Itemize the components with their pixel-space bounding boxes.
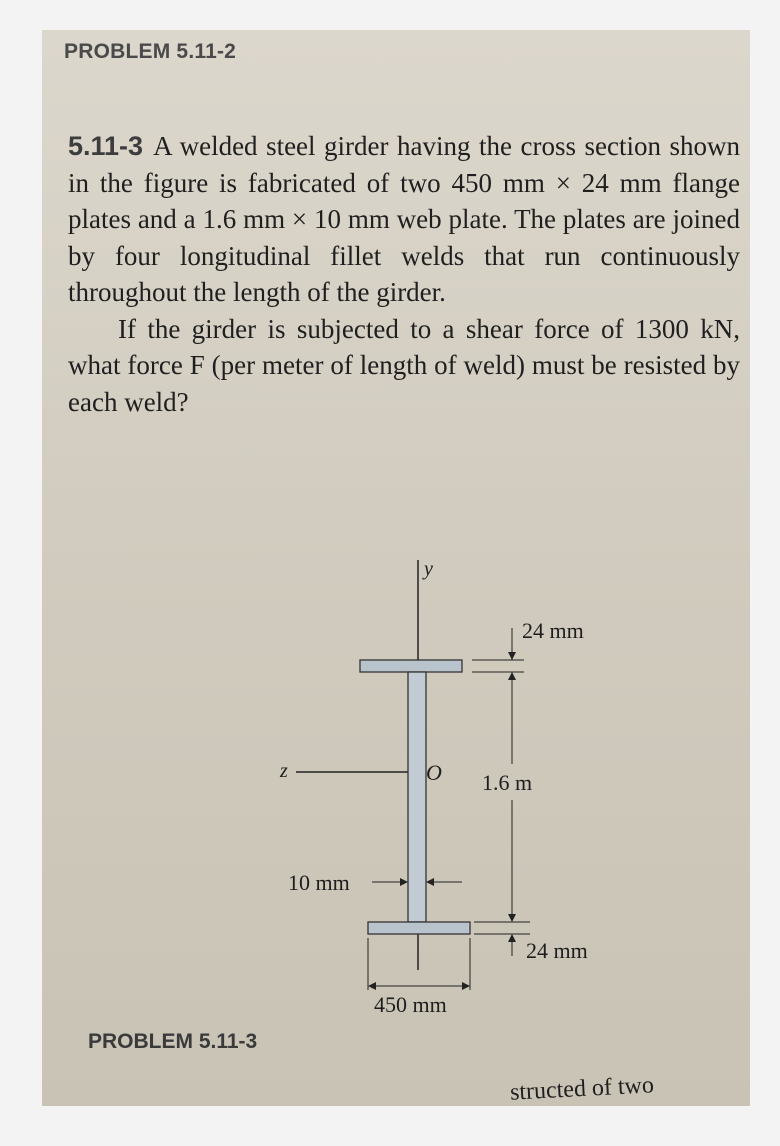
problem-statement [68,128,740,420]
problem-paragraph-1 [68,128,740,311]
web-thickness-label: 10 mm [288,870,350,895]
cropped-next-line-text: structed of two [509,1072,655,1106]
y-axis-label: y [424,558,433,580]
problem-number: 5.11-3 [68,131,144,161]
problem-text-1: A welded steel girder having the cross section shown in the figure is fabricated of two 450 mm × 24 mm flange plates and a 1.6 mm × 10 mm web plate. The plates are joined by four longitudinal fillet welds that run continuously throughout the length of the girder. [68,131,740,307]
textbook-page [42,30,750,1106]
bottom-flange [368,922,470,934]
top-flange-thickness-label: 24 mm [522,618,584,643]
previous-problem-label: PROBLEM 5.11-2 [64,40,237,63]
figure-caption: PROBLEM 5.11-3 [88,1030,258,1053]
z-axis-label: z [280,760,288,782]
origin-label: O [426,760,442,785]
girder-cross-section-figure [42,510,750,1030]
girder-diagram [42,510,750,1030]
web-height-label: 1.6 m [482,770,533,795]
top-flange [360,660,462,672]
bottom-flange-thickness-label: 24 mm [526,938,588,963]
web-plate [408,672,426,922]
flange-width-label: 450 mm [374,992,447,1017]
problem-paragraph-2: If the girder is subjected to a shear force of 1300 kN, what force F (per meter of length of weld) must be resisted by each weld? [68,313,740,417]
